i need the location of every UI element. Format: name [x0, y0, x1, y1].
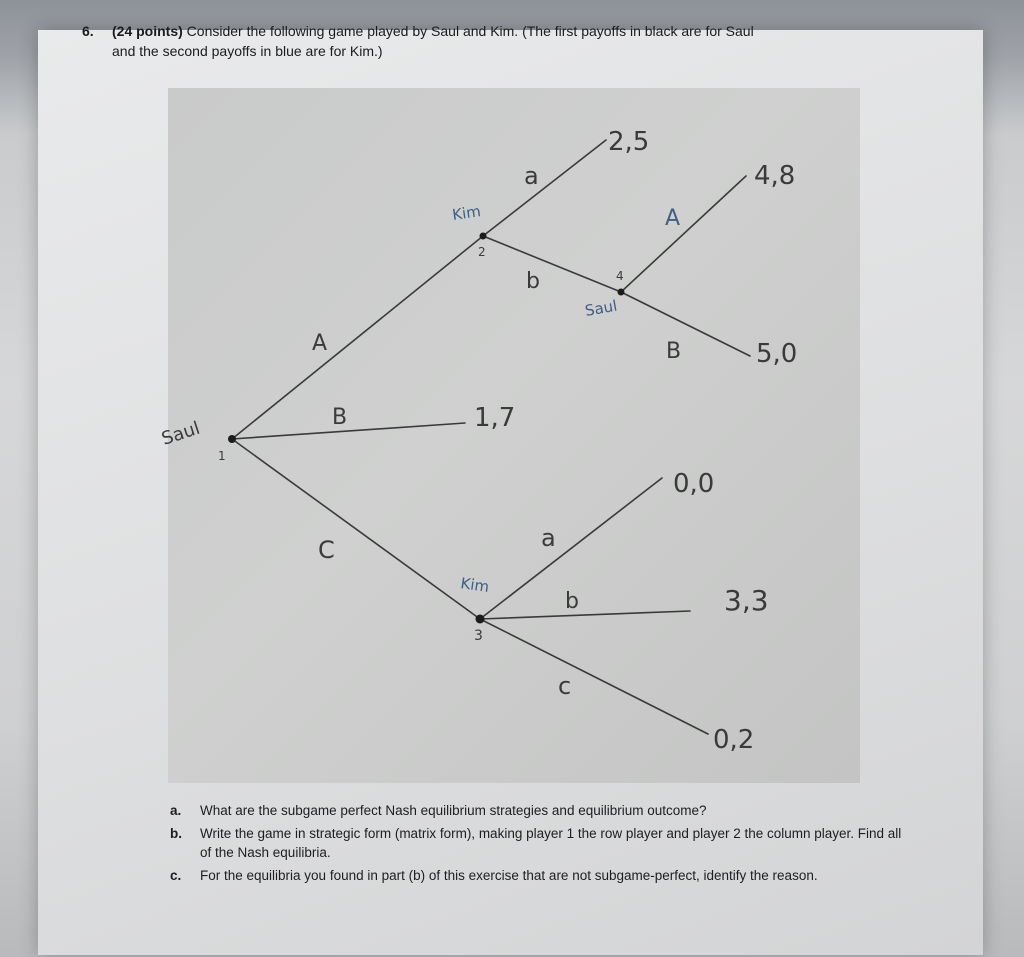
payoff-3-3: 3,3: [724, 584, 769, 617]
edge-kim3-b: [480, 611, 690, 619]
payoff-5-0: 5,0: [756, 339, 798, 369]
part-b: [170, 824, 910, 862]
edge-kim3-c: [480, 619, 708, 734]
part-a: [170, 801, 910, 820]
node-3-dot: [476, 615, 485, 624]
action-label-saul-B: B: [332, 405, 348, 430]
part-c-label: c.: [170, 868, 182, 883]
edge-saul4-B: [621, 292, 750, 356]
edge-saul-C: [232, 439, 480, 619]
payoff-2-5: 2,5: [608, 127, 650, 157]
node-2-dot: [480, 233, 487, 240]
part-b-text: Write the game in strategic form (matrix form), making player 1 the row player and player 2 the column player. Find all of the Nash equilibria.: [200, 826, 902, 860]
game-tree: [159, 88, 860, 783]
action-label-saul4-A: A: [665, 206, 681, 231]
action-label-saul-C: C: [318, 536, 335, 564]
part-c: [170, 866, 910, 885]
payoff-0-2: 0,2: [713, 725, 755, 755]
edge-saul4-A: [621, 176, 746, 292]
player-label-kim-3: Kim: [459, 574, 491, 596]
payoff-0-0: 0,0: [673, 469, 715, 499]
part-c-text: For the equilibria you found in part (b) of this exercise that are not subgame-perfect, identify the reason.: [200, 868, 818, 883]
edge-kim2-a: [483, 140, 606, 236]
node-4-dot: [618, 289, 625, 296]
question-points: (24 points): [112, 23, 183, 39]
question-number: 6.: [82, 23, 94, 39]
player-label-saul-root: Saul: [159, 417, 203, 450]
node-1-dot: [228, 435, 236, 443]
action-label-kim3-b: b: [565, 589, 579, 614]
question-line-2: and the second payoffs in blue are for Kim.): [112, 43, 383, 59]
part-b-label: b.: [170, 826, 182, 841]
action-label-saul4-B: B: [666, 339, 682, 364]
payoff-1-7: 1,7: [474, 403, 516, 433]
edge-saul-A: [232, 236, 483, 439]
player-label-saul-4: Saul: [583, 296, 619, 320]
action-label-kim2-a: a: [524, 162, 539, 190]
part-a-label: a.: [170, 803, 182, 818]
edge-kim2-b: [483, 236, 621, 292]
action-label-kim2-b: b: [526, 269, 540, 294]
action-label-kim3-a: a: [541, 524, 556, 552]
node-number-4: 4: [616, 269, 624, 283]
question-line-1: Consider the following game played by Saul and Kim. (The first payoffs in black are for Saul: [182, 23, 754, 39]
node-number-1: 1: [218, 449, 226, 463]
question-text: [112, 22, 892, 41]
player-label-kim-2: Kim: [451, 202, 482, 224]
node-number-3: 3: [474, 628, 483, 644]
game-tree-figure: [159, 88, 860, 783]
edge-saul-B: [232, 423, 465, 439]
action-label-kim3-c: c: [558, 672, 572, 700]
payoff-4-8: 4,8: [754, 161, 796, 191]
action-label-saul-A: A: [312, 331, 328, 356]
node-number-2: 2: [478, 245, 486, 259]
question-parts: [170, 801, 910, 889]
part-a-text: What are the subgame perfect Nash equilibrium strategies and equilibrium outcome?: [200, 803, 707, 818]
